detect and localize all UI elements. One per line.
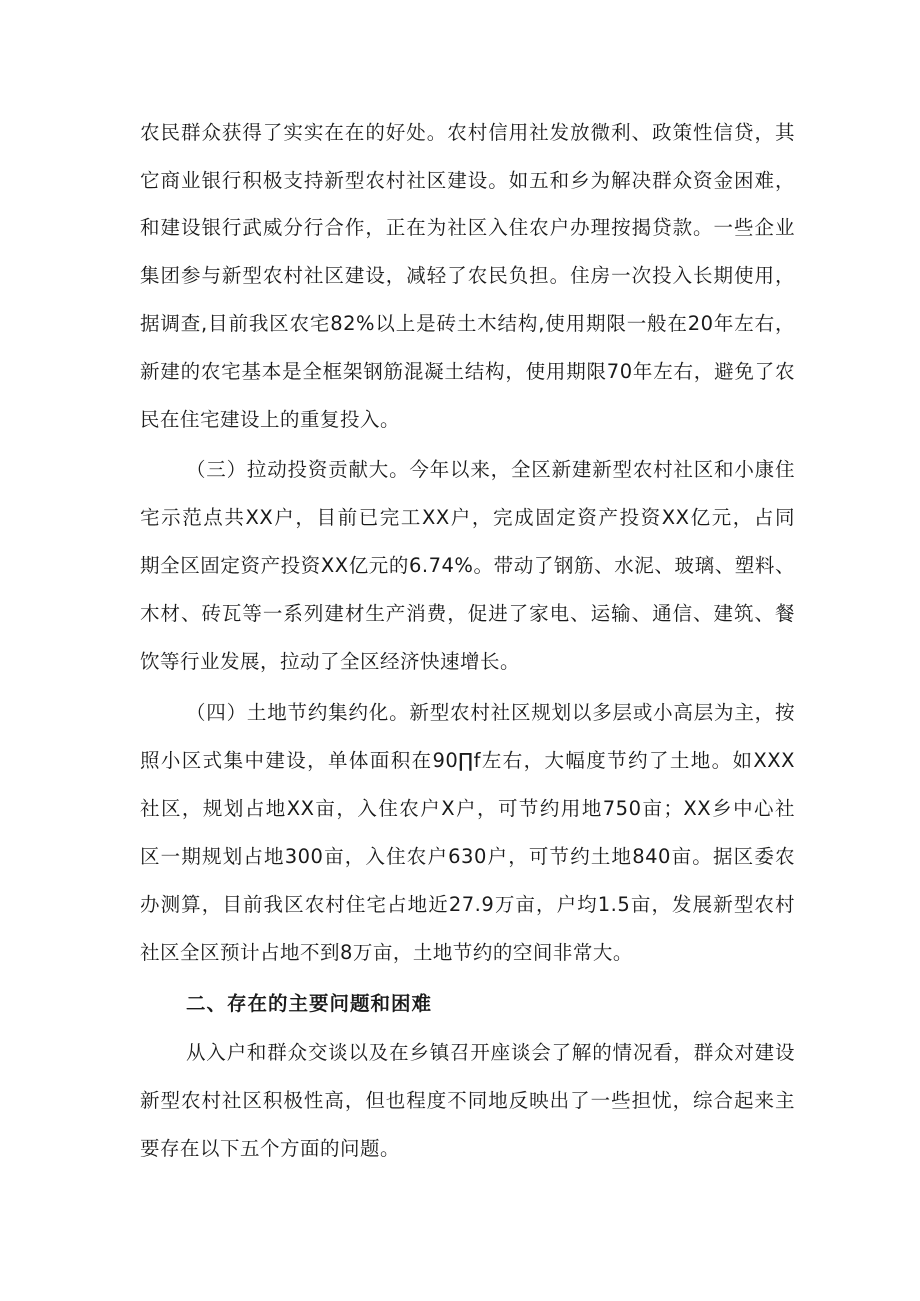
text-line: 期全区固定资产投资XX亿元的6.74%。带动了钢筋、水泥、玻璃、塑料、 bbox=[140, 554, 795, 577]
text-line: 办测算，目前我区农村住宅占地近27.9万亩，户均1.5亩，发展新型农村 bbox=[140, 893, 795, 916]
text-line: 民在住宅建设上的重复投入。 bbox=[140, 408, 401, 431]
text-line: 和建设银行武威分行合作，正在为社区入住农户办理按揭贷款。一些企业 bbox=[140, 216, 795, 239]
text-line: 饮等行业发展，拉动了全区经济快速增长。 bbox=[140, 650, 521, 673]
text-line: （三）拉动投资贡献大。今年以来，全区新建新型农村社区和小康住 bbox=[186, 458, 795, 481]
text-line: 它商业银行积极支持新型农村社区建设。如五和乡为解决群众资金困难， bbox=[140, 169, 795, 192]
text-line: 照小区式集中建设，单体面积在90∏f左右，大幅度节约了土地。如XXX bbox=[140, 749, 795, 772]
text-line: 木材、砖瓦等一系列建材生产消费，促进了家电、运输、通信、建筑、餐 bbox=[140, 602, 795, 625]
text-line: 社区，规划占地XX亩，入住农户X户，可节约用地750亩；XX乡中心社 bbox=[140, 797, 795, 820]
text-line: 新型农村社区积极性高，但也程度不同地反映出了一些担忧，综合起来主 bbox=[140, 1089, 795, 1112]
text-line: 要存在以下五个方面的问题。 bbox=[140, 1137, 401, 1160]
text-line: 从入户和群众交谈以及在乡镇召开座谈会了解的情况看，群众对建设 bbox=[186, 1041, 795, 1064]
text-line: 区一期规划占地300亩，入住农户630户，可节约土地840亩。据区委农 bbox=[140, 845, 795, 868]
text-line: （四）土地节约集约化。新型农村社区规划以多层或小高层为主，按 bbox=[186, 701, 795, 724]
text-line: 新建的农宅基本是全框架钢筋混凝土结构，使用期限70年左右，避免了农 bbox=[140, 360, 795, 383]
text-line: 社区全区预计占地不到8万亩，土地节约的空间非常大。 bbox=[140, 941, 633, 964]
text-line: 农民群众获得了实实在在的好处。农村信用社发放微利、政策性信贷，其 bbox=[140, 121, 795, 144]
text-line: 据调查,目前我区农宅82%以上是砖土木结构,使用期限一般在20年左右， bbox=[140, 312, 795, 335]
text-line: 宅示范点共XX户，目前已完工XX户，完成固定资产投资XX亿元，占同 bbox=[140, 506, 795, 529]
section-heading: 二、存在的主要问题和困难 bbox=[186, 992, 433, 1015]
text-line: 集团参与新型农村社区建设，减轻了农民负担。住房一次投入长期使用， bbox=[140, 264, 795, 287]
